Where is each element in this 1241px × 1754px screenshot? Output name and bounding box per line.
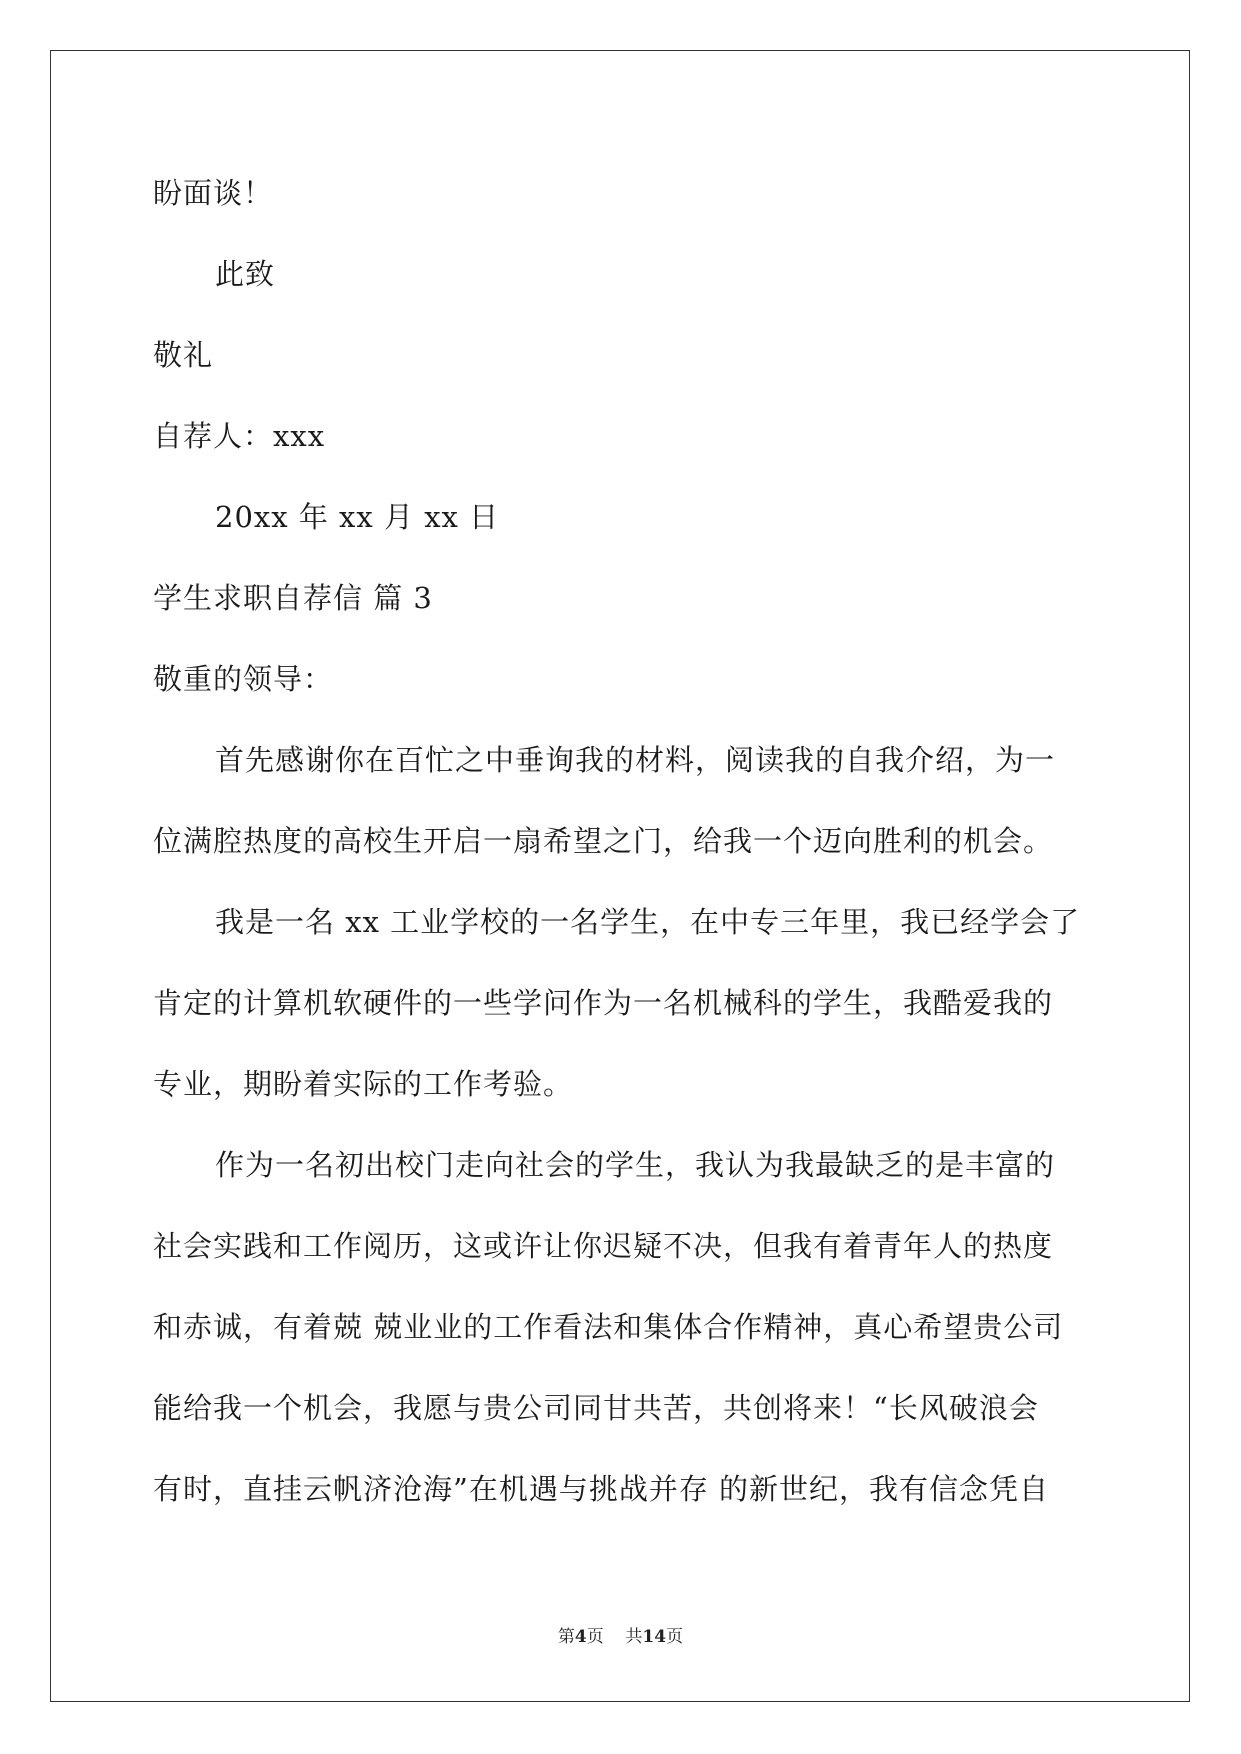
total-pages: 14 [642, 1627, 667, 1647]
text-line: 社会实践和工作阅历，这或许让你迟疑不决，但我有着青年人的热度 [153, 1229, 1054, 1263]
text-line: 盼面谈！ [153, 176, 274, 210]
text-line: 自荐人：xxx [153, 419, 326, 453]
text-line: 20xx 年 xx 月 xx 日 [215, 500, 500, 534]
text-line: 作为一名初出校门走向社会的学生，我认为我最缺乏的是丰富的 [215, 1148, 1056, 1182]
text-line: 此致 [215, 257, 276, 291]
document-body [153, 166, 1093, 1543]
footer-prefix: 第 [557, 1627, 575, 1647]
section-heading: 学生求职自荐信 篇 3 [153, 581, 433, 615]
page-number: 4 [574, 1627, 587, 1647]
salutation: 敬重的领导： [153, 662, 334, 696]
text-line: 能给我一个机会，我愿与贵公司同甘共苦，共创将来！“长风破浪会 [153, 1391, 1039, 1425]
footer-total-prefix: 共 [625, 1627, 643, 1647]
text-line: 专业，期盼着实际的工作考验。 [153, 1067, 574, 1101]
footer-total-unit: 页 [666, 1627, 684, 1647]
text-line: 首先感谢你在百忙之中垂询我的材料，阅读我的自我介绍，为一 [215, 743, 1056, 777]
page-footer [0, 1622, 1241, 1647]
text-line: 敬礼 [153, 338, 214, 372]
text-line: 位满腔热度的高校生开启一扇希望之门，给我一个迈向胜利的机会。 [153, 824, 1054, 858]
text-line: 肯定的计算机软硬件的一些学问作为一名机械科的学生，我酷爱我的 [153, 986, 1054, 1020]
footer-page-unit: 页 [586, 1627, 604, 1647]
text-line: 有时，直挂云帆济沧海”在机遇与挑战并存 的新世纪，我有信念凭自 [153, 1472, 1050, 1506]
text-line: 和赤诚，有着兢 兢业业的工作看法和集体合作精神，真心希望贵公司 [153, 1310, 1064, 1344]
text-line: 我是一名 xx 工业学校的一名学生，在中专三年里，我已经学会了 [215, 905, 1081, 939]
